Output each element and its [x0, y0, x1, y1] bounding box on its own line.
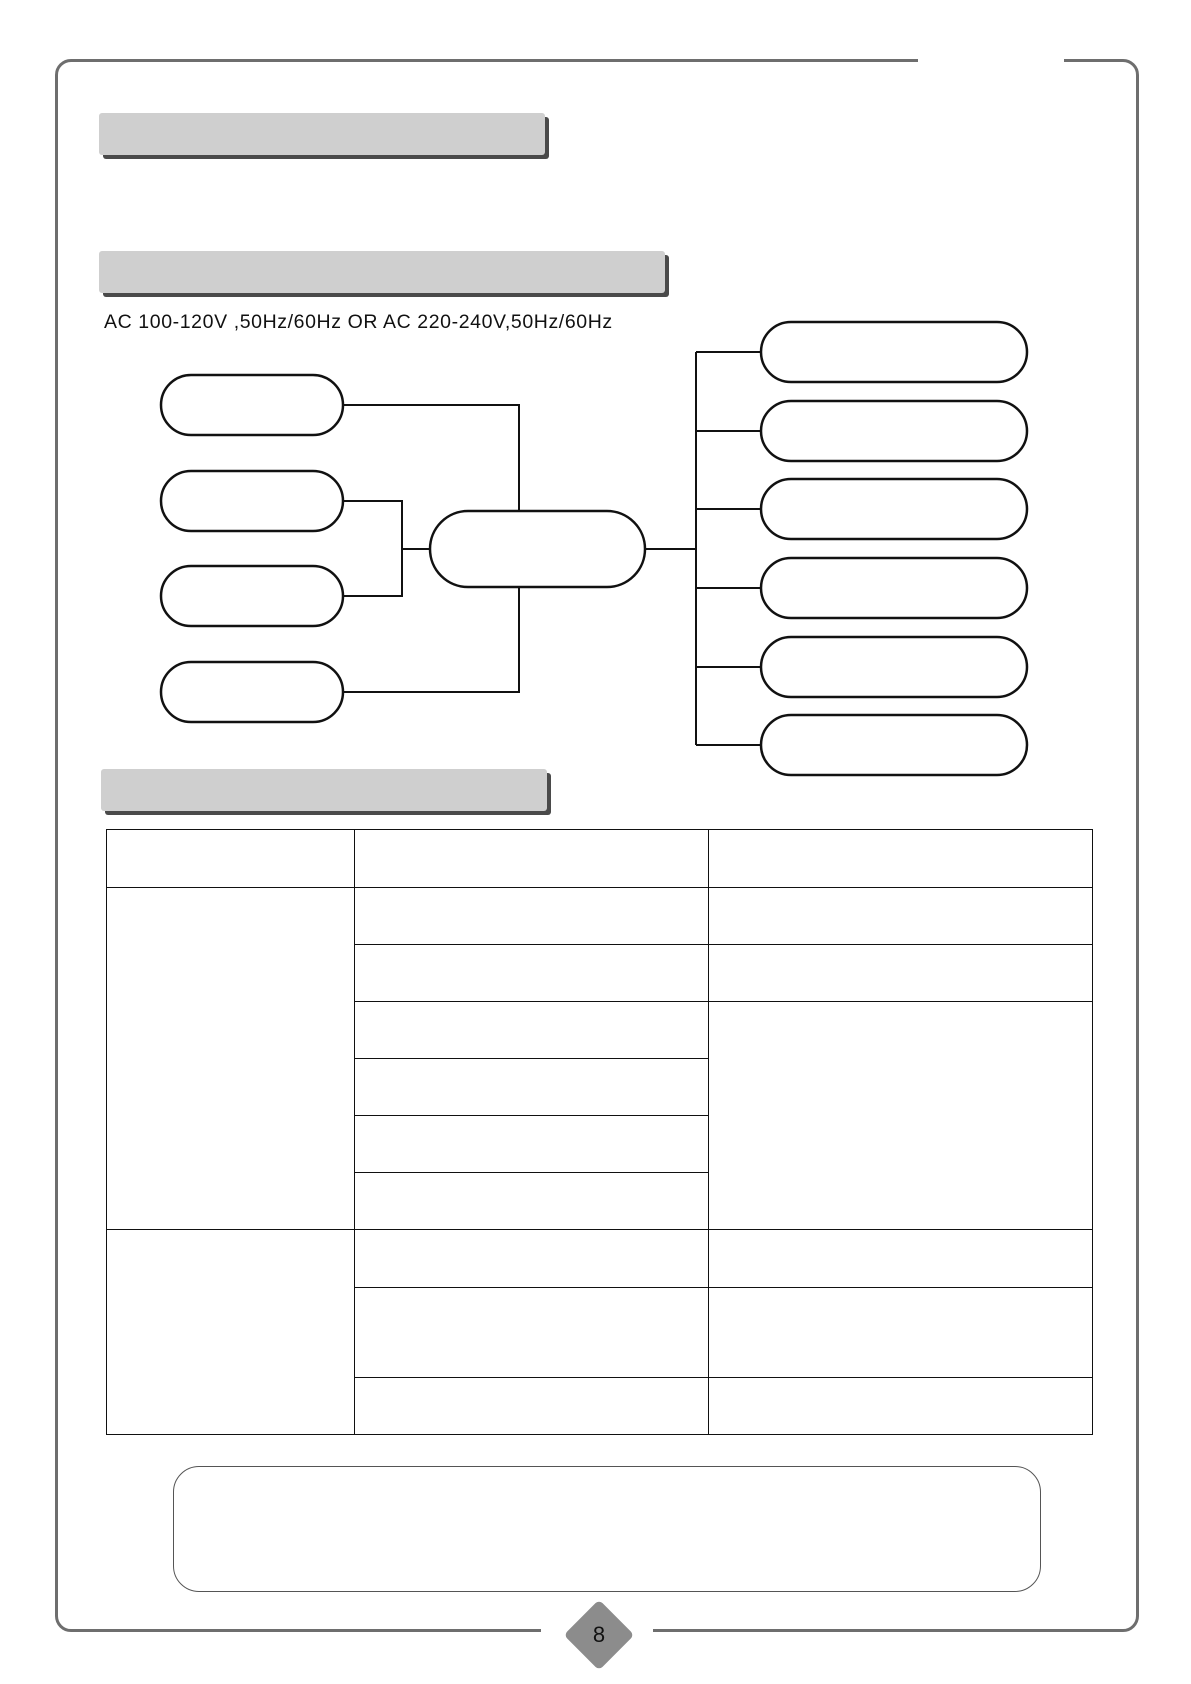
table-header-cell: [709, 830, 1093, 888]
table-cell: [355, 945, 709, 1002]
table-group-cell-2: [107, 1230, 355, 1435]
table-header-cell: [107, 830, 355, 888]
table-cell: [709, 1288, 1093, 1378]
table-cell: [709, 1378, 1093, 1435]
output-block-1: [761, 322, 1027, 382]
table-cell: [709, 945, 1093, 1002]
page-number: 8: [592, 1622, 606, 1647]
output-block-3: [761, 479, 1027, 539]
table-cell: [709, 1230, 1093, 1288]
input-block-4: [161, 662, 343, 722]
table-group-cell-1: [107, 888, 355, 1230]
output-block-2: [761, 401, 1027, 461]
connector-input-1: [343, 405, 519, 510]
connector-input-4: [343, 587, 519, 692]
table-cell: [355, 1288, 709, 1378]
diagram-blocks: [161, 322, 1027, 775]
table-cell: [709, 888, 1093, 945]
table-header-row: [107, 830, 1093, 888]
central-block: [430, 511, 645, 587]
input-block-3: [161, 566, 343, 626]
spec-table: [106, 829, 1093, 1435]
table-row: [107, 888, 1093, 945]
output-block-4: [761, 558, 1027, 618]
output-block-5: [761, 637, 1027, 697]
table-merged-cell: [709, 1002, 1093, 1230]
table-row: [107, 1230, 1093, 1288]
table-cell: [355, 1173, 709, 1230]
table-cell: [355, 1059, 709, 1116]
table-cell: [355, 1116, 709, 1173]
output-block-6: [761, 715, 1027, 775]
table-cell: [355, 888, 709, 945]
table-cell: [355, 1002, 709, 1059]
note-box: [173, 1466, 1041, 1592]
power-spec-text: AC 100-120V ,50Hz/60Hz OR AC 220-240V,50Hz/60Hz: [104, 311, 613, 333]
table-header-cell: [355, 830, 709, 888]
table-cell: [355, 1230, 709, 1288]
connector-input-2-3: [343, 501, 402, 596]
input-block-1: [161, 375, 343, 435]
table-cell: [355, 1378, 709, 1435]
input-block-2: [161, 471, 343, 531]
